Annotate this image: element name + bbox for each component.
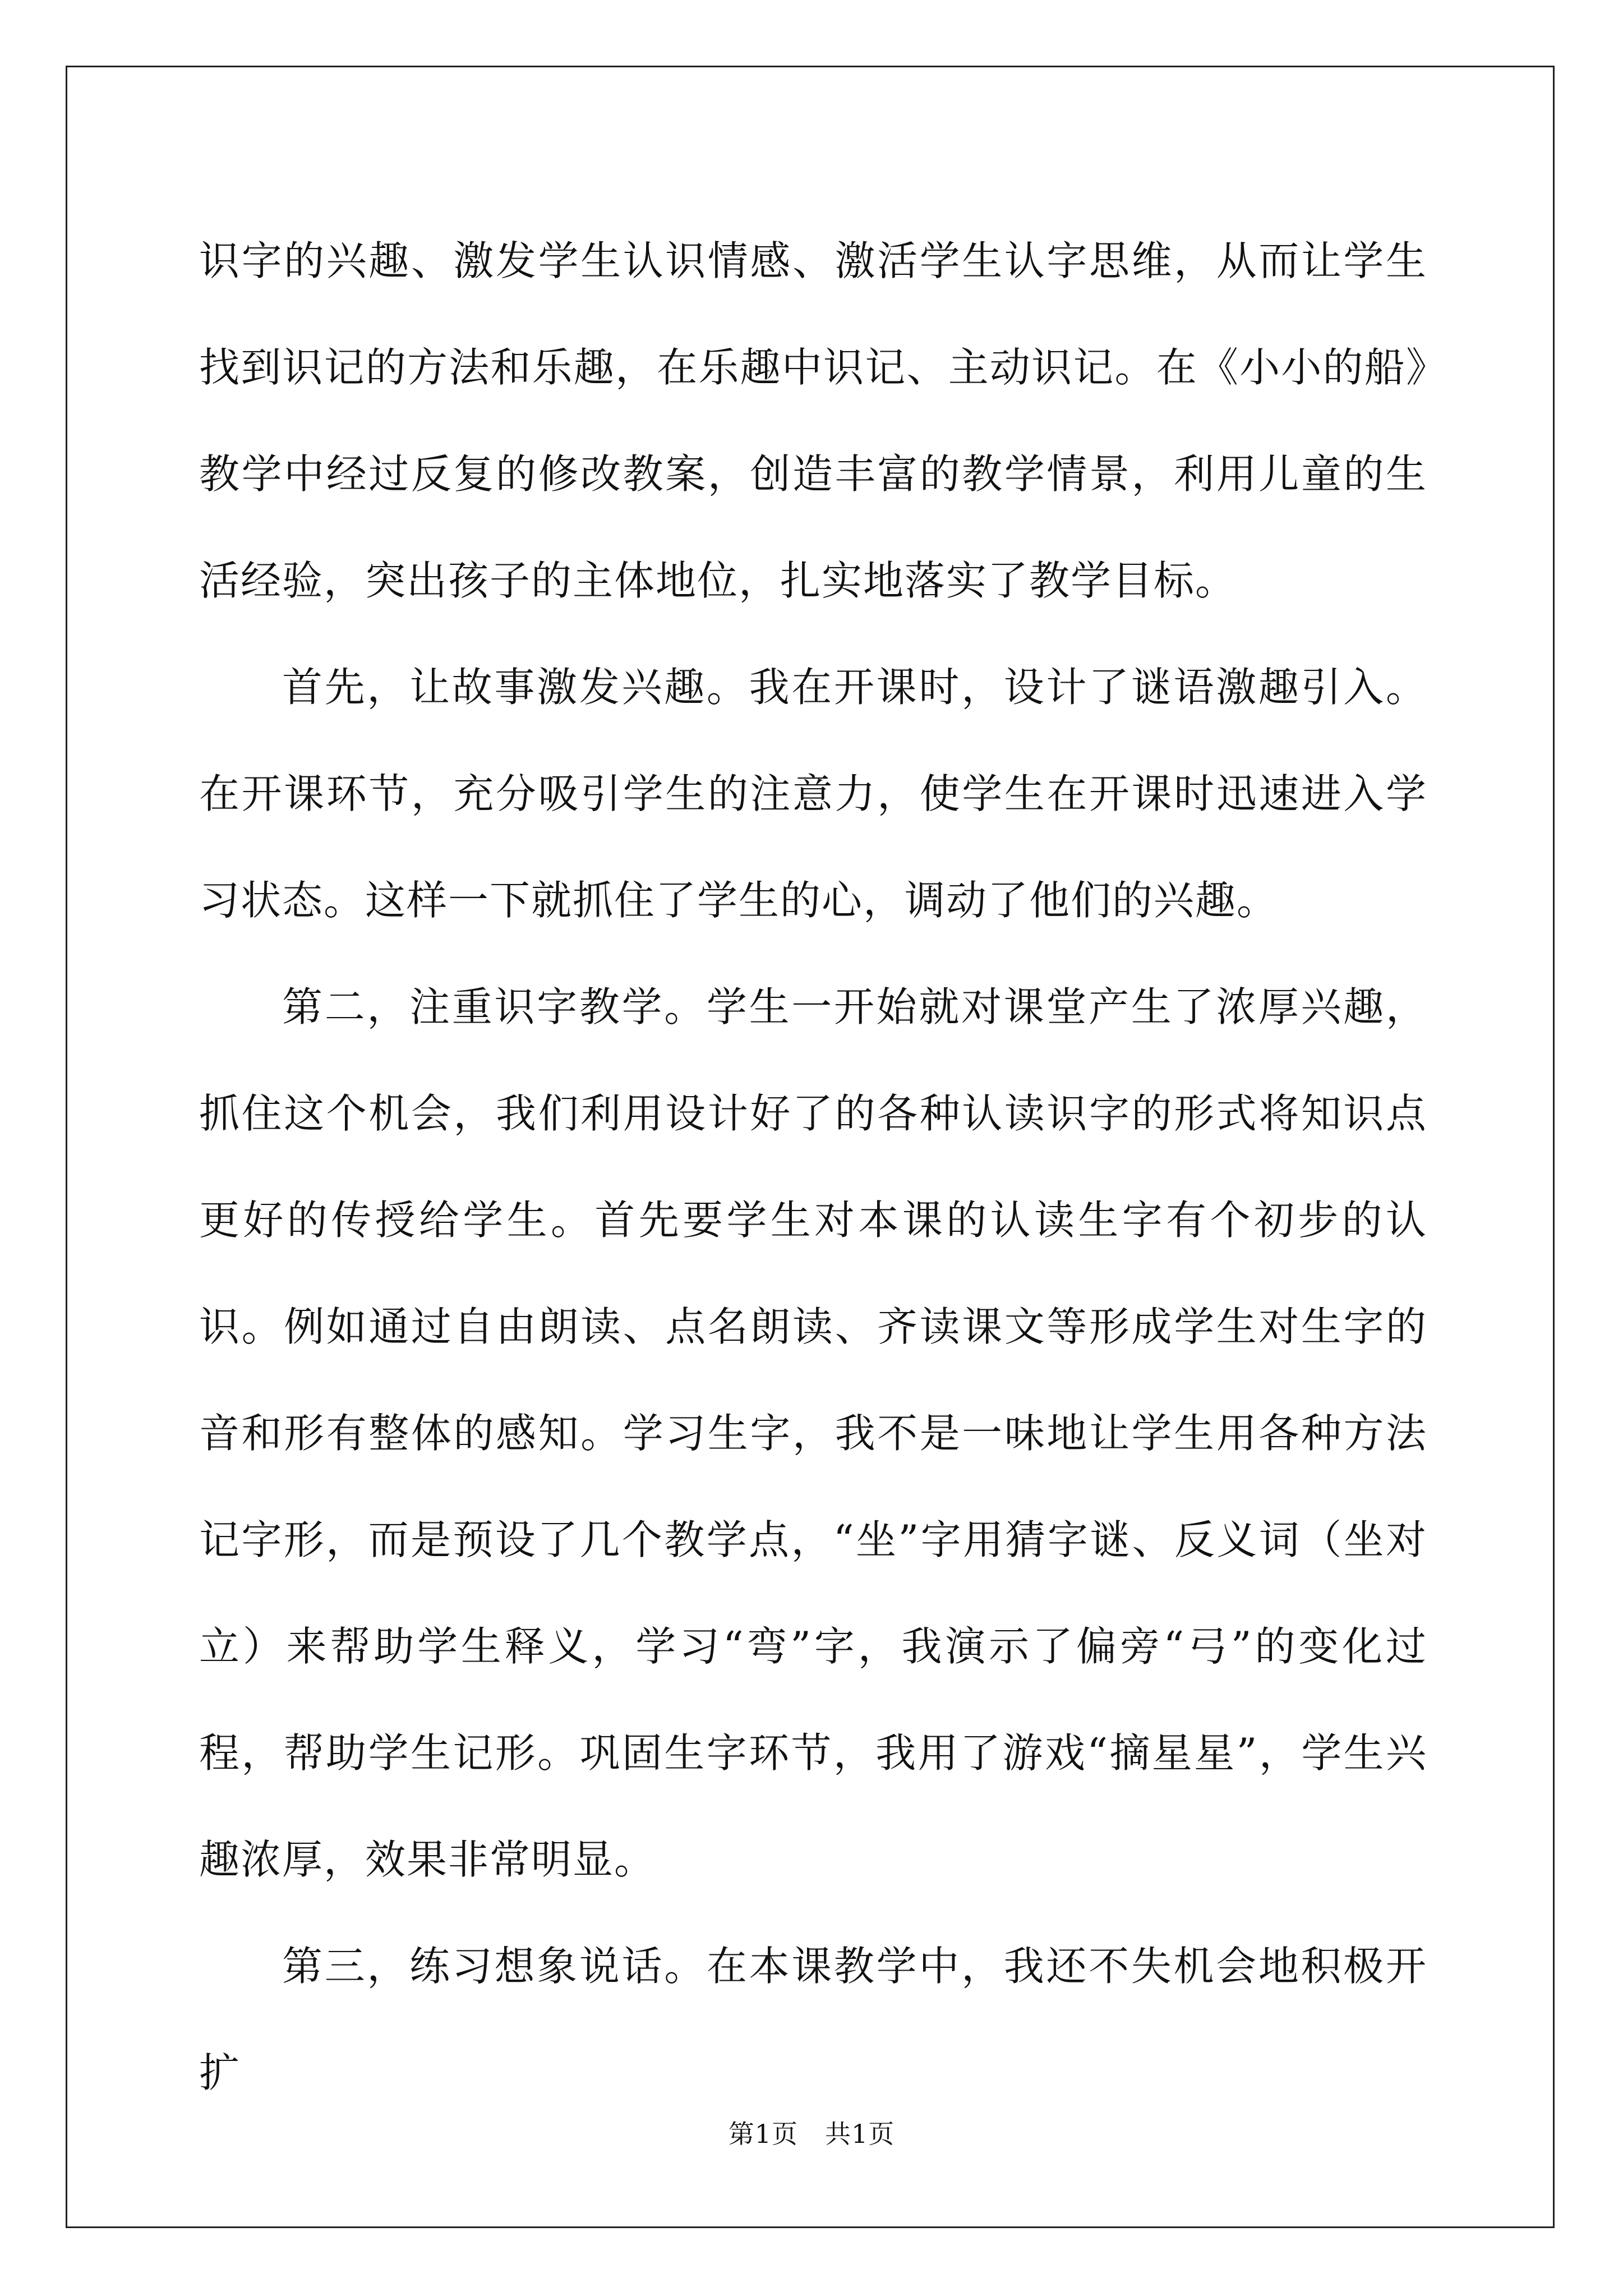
paragraph-3: 第二，注重识字教学。学生一开始就对课堂产生了浓厚兴趣，抓住这个机会，我们利用设计好了的各种认读识字的形式将知识点更好的传授给学生。首先要学生对本课的认读生字有个初步的认识。例如通过自由朗读、点名朗读、齐读课文等形成学生对生字的音和形有整体的感知。学习生字，我不是一味地让学生用各种方法记字形，而是预设了几个教学点，“坐”字用猜字谜、反义词（坐对立）来帮助学生释义，学习“弯”字，我演示了偏旁“弓”的变化过程，帮助学生记形。巩固生字环节，我用了游戏“摘星星”，学生兴趣浓厚，效果非常明显。 [199,983,1427,1883]
page-number-total: 共1页 [825,2119,895,2149]
page-number-current: 第1页 [728,2119,798,2149]
paragraph-4: 第三，练习想象说话。在本课教学中，我还不失机会地积极开扩 [199,1943,1427,2096]
paragraph-1: 识字的兴趣、激发学生认识情感、激活学生认字思维，从而让学生找到识记的方法和乐趣，在乐趣中识记、主动识记。在《小小的船》教学中经过反复的修改教案，创造丰富的教学情景，利用儿童的生活经验，突出孩子的主体地位，扎实地落实了教学目标。 [199,237,1427,604]
document-body [199,208,1427,2126]
page-footer [0,2114,1623,2151]
paragraph-2: 首先，让故事激发兴趣。我在开课时，设计了谜语激趣引入。在开课环节，充分吸引学生的注意力，使学生在开课时迅速进入学习状态。这样一下就抓住了学生的心，调动了他们的兴趣。 [199,664,1427,924]
